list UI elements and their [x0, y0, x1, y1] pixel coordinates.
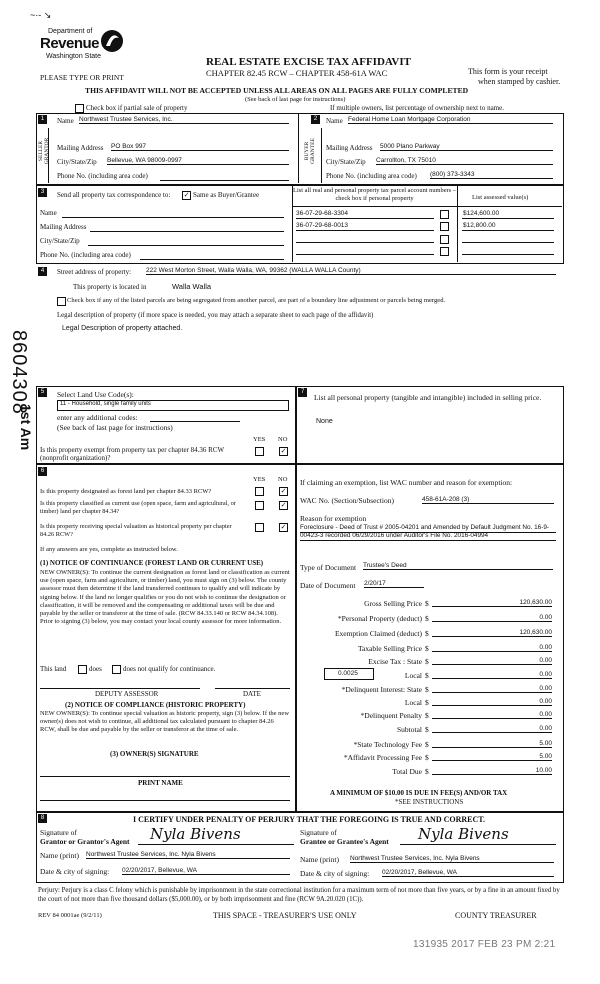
- notice-compliance-body: NEW OWNER(S): To continue special valuation as historic property, sign (3) below. If the new owner(s) does not wish to continue, all additional tax calculated pursuant to chapter 84.26 RCW, shall be due and payable by the seller or transferor at the time of sale.: [40, 710, 290, 734]
- print-name-label: PRINT NAME: [138, 779, 183, 787]
- certify-statement: I CERTIFY UNDER PENALTY OF PERJURY THAT THE FOREGOING IS TRUE AND CORRECT.: [133, 815, 486, 824]
- reason-label: Reason for exemption: [300, 514, 367, 523]
- notice-continuance-title: (1) NOTICE OF CONTINUANCE (FOREST LAND OR CURRENT USE): [40, 559, 264, 567]
- tax-row-label: Exemption Claimed (deduct): [334, 629, 422, 638]
- perjury-note: Perjury: Perjury is a class C felony which is punishable by imprisonment in the state correctional institution for a maximum term of not more than five years, or by a fine in an amount fixed by the court of not more than five thousand dollars ($5,000.00), or by both imprisonment and fine (RCW 9A.20.020 (1C)).: [38, 887, 560, 903]
- sec5-no-header: NO: [278, 436, 288, 443]
- tax-row-value[interactable]: 120,630.00: [432, 629, 552, 637]
- notice-continuance-body: NEW OWNER(S): To continue the current designation as forest land or classification as current use (open space, farm and agriculture, or timber) land, you must sign on (3) below. The county assessor must then determine if the land transferred continues to qualify and will indicate by signing below. If the land no longer qualifies or you do not wish to continue the designation or classification, it will be removed and the compensating or additional taxes will be due and payable by the seller or transferor at the time of sale. (RCW 84.33.140 or RCW 84.34.108). Prior to signing (3) below, you may contact your local county assessor for more information.: [40, 569, 290, 626]
- same-as-buyer-checkbox[interactable]: ✓: [183, 191, 190, 199]
- dor-logo: [40, 28, 140, 68]
- parcel-value-1[interactable]: $124,600.00: [463, 210, 500, 217]
- grantee-signature[interactable]: Nyla Bivens: [418, 825, 509, 843]
- grantor-signature[interactable]: Nyla Bivens: [150, 825, 241, 843]
- exemption-reason[interactable]: Foreclosure - Deed of Trust # 2005-04201 and Amended by Default Judgment No. 16-9-00423-3 recorded 06/29/2016 under Auditor's File No. 2016-04994: [300, 524, 550, 539]
- receipt-note-1: This form is your receipt: [468, 67, 548, 76]
- sec5-yes-header: YES: [253, 436, 266, 443]
- tax-row-value[interactable]: 0.00: [432, 685, 552, 693]
- forest-question: Is this property designated as forest land per chapter 84.33 RCW?: [40, 488, 212, 495]
- grantor-print-name[interactable]: Northwest Trustee Services, Inc. Nyla Bivens: [86, 851, 290, 859]
- section-2-number: 2: [311, 115, 320, 124]
- seller-address[interactable]: PO Box 997: [111, 143, 289, 151]
- tax-row-label: *Affidavit Processing Fee: [343, 753, 422, 762]
- section-1-number: 1: [38, 115, 47, 124]
- doc-type-label: Type of Document: [300, 563, 357, 572]
- tax-row-label: Taxable Selling Price: [357, 644, 422, 653]
- grantee-date-city[interactable]: 02/20/2017, Bellevue, WA: [382, 869, 554, 877]
- grantor-date-city[interactable]: 02/20/2017, Bellevue, WA: [122, 867, 290, 875]
- buyer-name-label: Name: [326, 117, 343, 125]
- if-any-yes: If any answers are yes, complete as instructed below.: [40, 546, 178, 553]
- treasurer-space: THIS SPACE - TREASURER'S USE ONLY: [213, 911, 357, 920]
- tax-row-dollar: $: [425, 671, 429, 680]
- same-as-buyer-label: Same as Buyer/Grantee: [193, 191, 260, 199]
- wac-number[interactable]: 458-61A-208 (3): [422, 496, 554, 504]
- owner-signature-label: (3) OWNER(S) SIGNATURE: [110, 750, 199, 758]
- this-land-label: This land: [40, 665, 67, 673]
- tax-row-value[interactable]: 0.00: [432, 725, 552, 733]
- tax-row-label: *Delinquent Penalty: [360, 711, 422, 720]
- does-label: does: [89, 665, 102, 673]
- partial-sale-label: Check box if partial sale of property: [86, 104, 188, 112]
- sec3-phone-label: Phone No. (including area code): [40, 251, 131, 259]
- multiple-owners-note: If multiple owners, list percentage of ownership next to name.: [330, 104, 504, 112]
- tax-row-dollar: $: [425, 711, 429, 720]
- segregated-checkbox[interactable]: [57, 297, 66, 306]
- deputy-assessor-label: DEPUTY ASSESSOR: [95, 690, 159, 698]
- exempt-yes-checkbox[interactable]: [255, 447, 264, 456]
- historic-yes-checkbox[interactable]: [255, 523, 264, 532]
- parcel-4-checkbox[interactable]: [440, 247, 449, 256]
- tax-row-label: Gross Selling Price: [364, 599, 422, 608]
- tax-row-value[interactable]: 0.00: [432, 644, 552, 652]
- notice-compliance-title: (2) NOTICE OF COMPLIANCE (HISTORIC PROPERTY): [65, 701, 246, 709]
- seller-side-label: SELLER GRANTOR: [38, 137, 50, 165]
- does-checkbox[interactable]: [78, 665, 87, 674]
- tax-row-dollar: $: [425, 657, 429, 666]
- seller-phone-label: Phone No. (including area code): [57, 172, 148, 180]
- tax-row-value[interactable]: 0.00: [432, 671, 552, 679]
- buyer-address-label: Mailing Address: [326, 144, 373, 152]
- additional-codes-label: enter any additional codes:: [57, 413, 138, 422]
- doc-date[interactable]: 2/20/17: [364, 580, 424, 588]
- see-back: (See back of last page for instructions): [245, 96, 346, 103]
- historic-question: Is this property receiving special valuation as historical property per chapter 84.26 RCW?: [40, 523, 232, 538]
- doc-date-label: Date of Document: [300, 581, 356, 590]
- warning-line: THIS AFFIDAVIT WILL NOT BE ACCEPTED UNLESS ALL AREAS ON ALL PAGES ARE FULLY COMPLETED: [85, 86, 469, 95]
- tax-row-label: Local: [404, 698, 422, 707]
- partial-sale-checkbox[interactable]: [75, 104, 84, 113]
- tax-row-dollar: $: [425, 614, 429, 623]
- dept-sub: Washington State: [46, 53, 101, 60]
- buyer-address[interactable]: 5000 Plano Parkway: [380, 143, 553, 151]
- tax-row-label: Total Due: [392, 767, 422, 776]
- tax-row-label: *Delinquent Interest: State: [341, 685, 422, 694]
- sec5-see-back: (See back of last page for instructions): [57, 423, 173, 432]
- grantee-sig-label-1: Signature of: [300, 828, 337, 837]
- forest-no-checkbox[interactable]: ✓: [280, 487, 287, 495]
- tax-row-dollar: $: [425, 740, 429, 749]
- current-use-question: Is this property classified as current use (open space, farm and agricultural, or timber) land per chapter 84.34?: [40, 500, 236, 515]
- margin-tag: 1st Am: [18, 404, 34, 451]
- grantee-print-label: Name (print): [300, 855, 339, 864]
- sec6-no-header: NO: [278, 476, 288, 483]
- grantor-print-label: Name (print): [40, 851, 79, 860]
- grantee-sig-label-2: Grantee or Grantee's Agent: [300, 837, 389, 846]
- tax-row-dollar: $: [425, 599, 429, 608]
- exemption-label: If claiming an exemption, list WAC number and reason for exemption:: [300, 478, 513, 487]
- tax-row-value[interactable]: 10.00: [432, 767, 552, 775]
- does-not-checkbox[interactable]: [112, 665, 121, 674]
- grantor-sig-label-1: Signature of: [40, 828, 77, 837]
- buyer-city[interactable]: Carrollton, TX 75010: [376, 157, 553, 165]
- sec3-address-label: Mailing Address: [40, 223, 87, 231]
- located-in-label: This property is located in: [73, 283, 147, 291]
- sec6-yes-header: YES: [253, 476, 266, 483]
- does-not-label: does not qualify for continuance.: [123, 665, 216, 673]
- tax-row-dollar: $: [425, 753, 429, 762]
- tax-row-dollar: $: [425, 644, 429, 653]
- exempt-no-checkbox[interactable]: ✓: [280, 447, 287, 455]
- forest-yes-checkbox[interactable]: [255, 487, 264, 496]
- tax-row-dollar: $: [425, 767, 429, 776]
- personal-property-value[interactable]: None: [316, 418, 333, 425]
- seller-name[interactable]: Northwest Trustee Services, Inc.: [79, 116, 289, 124]
- buyer-city-label: City/State/Zip: [326, 158, 366, 166]
- legal-description-label: Legal description of property (if more space is needed, you may attach a separate sheet to each page of the affidavit): [57, 312, 374, 319]
- tax-row-dollar: $: [425, 725, 429, 734]
- local-rate: 0.0025: [338, 670, 358, 677]
- parcel-number-1[interactable]: 36-07-29-68-3304: [296, 210, 349, 217]
- tax-row-value[interactable]: 0.00: [432, 711, 552, 719]
- sec3-name-label: Name: [40, 209, 57, 217]
- assessed-value-header: List assessed value(s): [472, 194, 529, 201]
- buyer-phone-label: Phone No. (including area code): [326, 172, 417, 180]
- see-instructions: *SEE INSTRUCTIONS: [395, 798, 464, 806]
- street-address[interactable]: 222 West Morton Street, Walla Walla, WA, 99362 (WALLA WALLA County): [146, 267, 556, 275]
- seller-city-label: City/State/Zip: [57, 158, 97, 166]
- land-use-label: Select Land Use Code(s):: [57, 390, 134, 399]
- seller-city[interactable]: Bellevue, WA 98009-0997: [107, 157, 289, 165]
- dept-small: Department of: [48, 28, 93, 35]
- segregated-label: Check box if any of the listed parcels are being segregated from another parcel, are part of a boundary line adjustment or parcels being merged.: [67, 297, 446, 304]
- form-chapter: CHAPTER 82.45 RCW – CHAPTER 458-61A WAC: [206, 68, 388, 78]
- section-6-number: 6: [38, 467, 47, 476]
- tax-row-dollar: $: [425, 698, 429, 707]
- received-stamp: 131935 2017 FEB 23 PM 2:21: [413, 939, 556, 950]
- tax-row-value[interactable]: 0.00: [432, 614, 552, 622]
- grantee-print-name[interactable]: Northwest Trustee Services, Inc. Nyla Bivens: [350, 855, 554, 863]
- parcel-list-header: List all real and personal property tax parcel account numbers – check box if personal property: [293, 187, 456, 202]
- land-use-code: 11 - Household, single family units: [60, 401, 151, 407]
- tax-row-label: Local: [404, 671, 422, 680]
- current-use-no-checkbox[interactable]: ✓: [280, 501, 287, 509]
- tax-row-label: Subtotal: [396, 725, 422, 734]
- tax-row-value[interactable]: 5.00: [432, 740, 552, 748]
- exempt-question: Is this property exempt from property tax per chapter 84.36 RCW (nonprofit organization)?: [40, 446, 224, 462]
- seller-phone[interactable]: [160, 172, 289, 181]
- swirl-logo-icon: [100, 28, 124, 54]
- section-5-number: 5: [38, 388, 47, 397]
- minimum-note: A MINIMUM OF $10.00 IS DUE IN FEE(S) AND/OR TAX: [330, 789, 508, 797]
- grantor-date-label: Date & city of signing:: [40, 867, 110, 876]
- tax-row-value[interactable]: 0.00: [432, 698, 552, 706]
- section-7-number: 7: [298, 388, 307, 397]
- located-in[interactable]: Walla Walla: [172, 282, 212, 291]
- current-use-yes-checkbox[interactable]: [255, 501, 264, 510]
- legal-description[interactable]: Legal Description of property attached.: [62, 325, 183, 332]
- personal-property-label: List all personal property (tangible and intangible) included in selling price.: [314, 393, 542, 402]
- tax-row-label: *Personal Property (deduct): [337, 614, 422, 623]
- buyer-phone[interactable]: (800) 373-3343: [430, 171, 553, 179]
- dept-big: Revenue: [40, 35, 100, 52]
- tax-row-value[interactable]: 120,630.00: [432, 599, 552, 607]
- form-revision: REV 84 0001ae (9/2/11): [38, 912, 102, 919]
- tax-row-dollar: $: [425, 685, 429, 694]
- parcel-value-2[interactable]: $12,800.00: [463, 222, 496, 229]
- parcel-3-checkbox[interactable]: [440, 235, 449, 244]
- section-3-number: 3: [38, 188, 47, 197]
- tax-row-dollar: $: [425, 629, 429, 638]
- corner-mark: ~·- ↘: [30, 10, 52, 20]
- send-correspondence-label: Send all property tax correspondence to:: [57, 191, 171, 199]
- buyer-name[interactable]: Federal Home Loan Mortgage Corporation: [348, 116, 553, 124]
- county-treasurer: COUNTY TREASURER: [455, 911, 537, 920]
- grantor-sig-label-2: Grantor or Grantor's Agent: [40, 837, 130, 846]
- parcel-1-checkbox[interactable]: [440, 210, 449, 219]
- street-address-label: Street address of property:: [57, 268, 132, 276]
- tax-row-label: Excise Tax : State: [368, 657, 422, 666]
- buyer-side-label: BUYER GRANTEE: [304, 138, 316, 164]
- tax-row-value[interactable]: 5.00: [432, 753, 552, 761]
- doc-type[interactable]: Trustee's Deed: [363, 562, 553, 570]
- grantee-date-label: Date & city of signing:: [300, 869, 370, 878]
- section-8-number: 8: [38, 814, 47, 823]
- tax-row-value[interactable]: 0.00: [432, 657, 552, 665]
- seller-name-label: Name: [57, 117, 74, 125]
- tax-row-label: *State Technology Fee: [353, 740, 422, 749]
- seller-address-label: Mailing Address: [57, 144, 104, 152]
- parcel-number-2[interactable]: 36-07-29-68-0013: [296, 222, 349, 229]
- please-type: PLEASE TYPE OR PRINT: [40, 73, 124, 82]
- wac-label: WAC No. (Section/Subsection): [300, 496, 394, 505]
- historic-no-checkbox[interactable]: ✓: [280, 523, 287, 531]
- section-4-number: 4: [38, 267, 47, 276]
- receipt-note-2: when stamped by cashier.: [478, 77, 561, 86]
- margin-handwritten-number: 8604308: [8, 330, 30, 415]
- sec3-city-label: City/State/Zip: [40, 237, 80, 245]
- form-title: REAL ESTATE EXCISE TAX AFFIDAVIT: [206, 56, 411, 68]
- section-6-box: [36, 464, 297, 813]
- deputy-date-label: DATE: [243, 690, 261, 698]
- parcel-2-checkbox[interactable]: [440, 222, 449, 231]
